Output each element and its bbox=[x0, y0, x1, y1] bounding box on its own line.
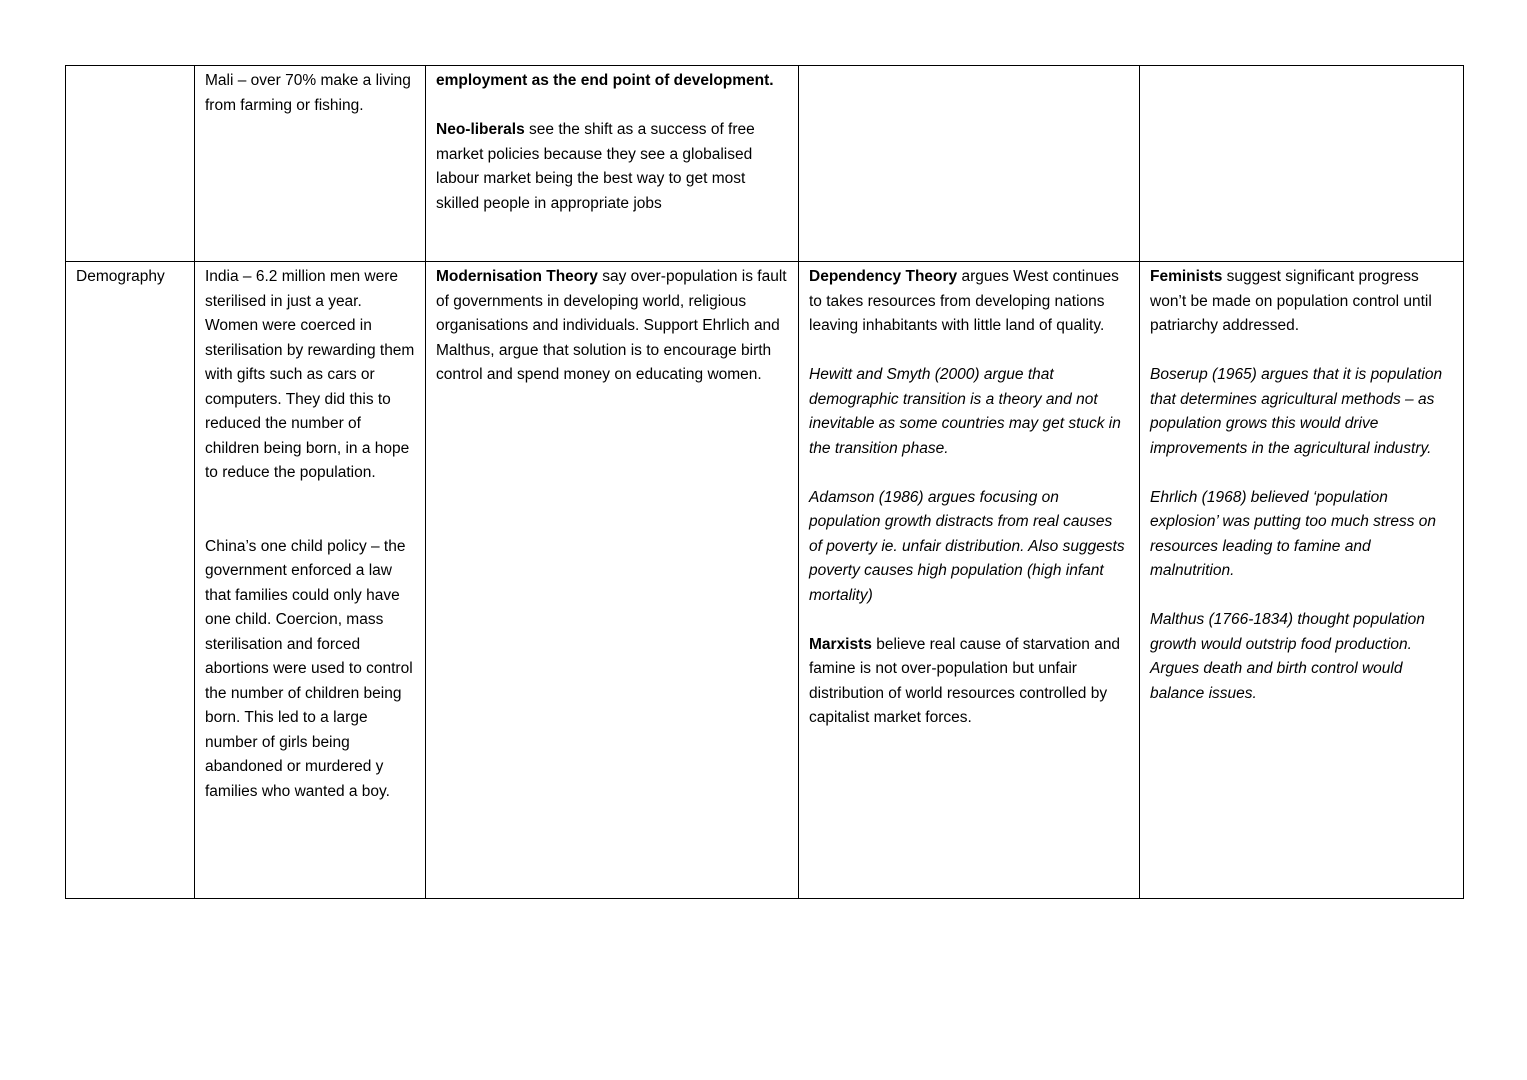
text-run: believe real cause of starvation and famine is not over-population but unfair distribution of world resources controlled by capitalist market forces. bbox=[809, 635, 1121, 726]
content-table bbox=[65, 65, 1464, 899]
text-run: argues West continues to takes resources from developing nations leaving inhabitants with little land of quality. bbox=[809, 268, 1119, 334]
text-run: say over-population is fault of governments in developing world, religious organisations and individuals. Support Ehrlich and Malthus, argue that solution is to encourage birth control and spend money on educating women. bbox=[436, 268, 787, 383]
text-run: India – 6.2 million men were sterilised in just a year. Women were coerced in sterilisation by rewarding them with gifts such as cars or computers. They did this to reduced the number of children being born, in a hope to reduce the population. bbox=[205, 268, 415, 481]
row-label bbox=[76, 265, 184, 290]
table-cell-empty-2 bbox=[1140, 66, 1464, 262]
text-run-bold: Dependency Theory bbox=[809, 268, 958, 285]
paragraph bbox=[809, 633, 1129, 731]
table-cell-employment bbox=[426, 66, 799, 262]
paragraph bbox=[205, 535, 415, 805]
text-run: China’s one child policy – the government enforced a law that families could only have one child. Coercion, mass sterilisation and forced abortions were used to control the number of children being born. This led to a large number of girls being abandoned or murdered y families who wanted a boy. bbox=[205, 537, 413, 800]
text-run-italic: Hewitt and Smyth (2000) argue that demographic transition is a theory and not inevitable as some countries may get stuck in the transition phase. bbox=[809, 366, 1121, 457]
table-cell-examples bbox=[195, 262, 426, 899]
table-cell-modernisation bbox=[426, 262, 799, 899]
blank-line bbox=[205, 510, 415, 535]
table-cell-mali bbox=[195, 66, 426, 262]
paragraph bbox=[1150, 608, 1453, 706]
text-run: suggest significant progress won’t be made on population control until patriarchy addressed. bbox=[1150, 268, 1432, 334]
blank-line bbox=[436, 94, 788, 119]
table-cell-row-label bbox=[66, 262, 195, 899]
text-run: Mali – over 70% make a living from farming or fishing. bbox=[205, 72, 411, 114]
paragraph bbox=[436, 265, 788, 388]
blank-line bbox=[809, 608, 1129, 633]
paragraph bbox=[1150, 265, 1453, 339]
blank-line bbox=[809, 461, 1129, 486]
text-run-italic: Adamson (1986) argues focusing on population growth distracts from real causes of poverty ie. unfair distribution. Also suggests poverty causes high population (high infant mortality) bbox=[809, 488, 1125, 604]
paragraph bbox=[1150, 363, 1453, 461]
text-run-italic: Ehrlich (1968) believed ‘population explosion’ was putting too much stress on resources leading to famine and malnutrition. bbox=[1150, 488, 1437, 579]
table-row-continuation bbox=[66, 66, 1464, 262]
text-run-bold: Feminists bbox=[1150, 268, 1223, 285]
text-run-bold: Neo-liberals bbox=[436, 121, 525, 138]
paragraph bbox=[809, 265, 1129, 339]
table-cell-label-empty bbox=[66, 66, 195, 262]
text-run-italic: Malthus (1766-1834) thought population growth would outstrip food production. Argues death and birth control would balance issues. bbox=[1150, 611, 1425, 702]
blank-line bbox=[1150, 584, 1453, 609]
blank-line bbox=[1150, 339, 1453, 364]
text-run-italic: Boserup (1965) argues that it is population that determines agricultural methods – as population grows this would drive improvements in the agricultural industry. bbox=[1150, 366, 1443, 457]
text-run-bold: Marxists bbox=[809, 635, 872, 653]
text-run: see the shift as a success of free market policies because they see a globalised labour market being the best way to get most skilled people in appropriate jobs bbox=[436, 121, 755, 212]
table-row-demography bbox=[66, 262, 1464, 899]
blank-line bbox=[205, 486, 415, 511]
table-cell-empty-1 bbox=[799, 66, 1140, 262]
text-run-bold: Modernisation Theory bbox=[436, 268, 598, 285]
paragraph bbox=[436, 118, 788, 216]
table-cell-feminists bbox=[1140, 262, 1464, 899]
paragraph bbox=[1150, 486, 1453, 584]
text-run-bold: employment as the end point of development. bbox=[436, 72, 774, 89]
paragraph bbox=[809, 363, 1129, 461]
paragraph bbox=[809, 486, 1129, 609]
table-cell-dependency bbox=[799, 262, 1140, 899]
paragraph bbox=[205, 69, 415, 118]
blank-line bbox=[1150, 461, 1453, 486]
paragraph bbox=[205, 265, 415, 486]
text-run: Demography bbox=[76, 268, 165, 285]
paragraph bbox=[436, 69, 788, 94]
blank-line bbox=[809, 339, 1129, 364]
